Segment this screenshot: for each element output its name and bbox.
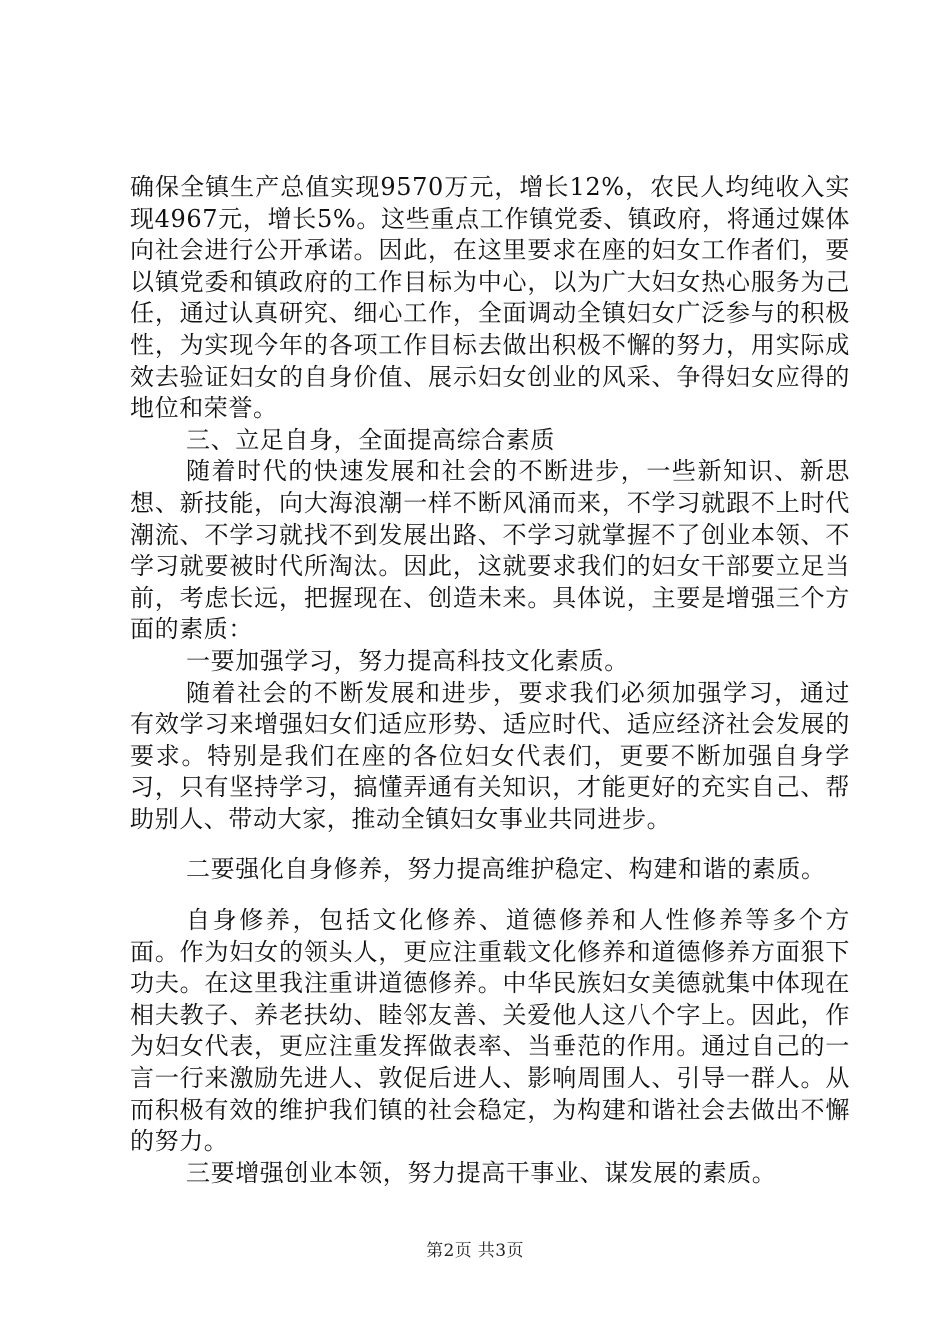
page-footer: 第2页 共3页 (426, 1241, 524, 1261)
point-two-heading: 二要强化自身修养，努力提高维护稳定、构建和谐的素质。 (186, 855, 826, 884)
paragraph-opening: 确保全镇生产总值实现9570万元，增长12%，农民人均纯收入实现4967元，增长5%。这些重点工作镇党委、镇政府，将通过媒体向社会进行公开承诺。因此，在这里要求在座的妇女工作者们，要以镇党委和镇政府的工作目标为中心，以为广大妇女热心服务为己任，通过认真研究、细心工作，全面调动全镇妇女广泛参与的积极性，为实现今年的各项工作目标去做出积极不懈的努力，用实际成效去验证妇女的自身价值、展示妇女创业的风采、争得妇女应得的地位和荣誉。 (130, 173, 850, 423)
section-heading-three: 三、立足自身，全面提高综合素质 (186, 425, 555, 454)
paragraph-development: 随着时代的快速发展和社会的不断进步，一些新知识、新思想、新技能，向大海浪潮一样不断风涌而来，不学习就跟不上时代潮流、不学习就找不到发展出路、不学习就掌握不了创业本领、不学习就要被时代所淘汰。因此，这就要求我们的妇女干部要立足当前，考虑长远，把握现在、创造未来。具体说，主要是增强三个方面的素质： (130, 457, 850, 644)
point-one-heading: 一要加强学习，努力提高科技文化素质。 (186, 646, 629, 675)
document-body (130, 172, 850, 1189)
paragraph-cultivation: 自身修养，包括文化修养、道德修养和人性修养等多个方面。作为妇女的领头人，更应注重载文化修养和道德修养方面狠下功夫。在这里我注重讲道德修养。中华民族妇女美德就集中体现在相夫教子、养老扶幼、睦邻友善、关爱他人这八个字上。因此，作为妇女代表，更应注重发挥做表率、当垂范的作用。通过自己的一言一行来激励先进人、敦促后进人、影响周围人、引导一群人。从而积极有效的维护我们镇的社会稳定，为构建和谐社会去做出不懈的努力。 (130, 906, 850, 1156)
point-three-heading: 三要增强创业本领，努力提高干事业、谋发展的素质。 (186, 1158, 777, 1187)
paragraph-study: 随着社会的不断发展和进步，要求我们必须加强学习，通过有效学习来增强妇女们适应形势、适应时代、适应经济社会发展的要求。特别是我们在座的各位妇女代表们，更要不断加强自身学习，只有坚持学习，搞懂弄通有关知识，才能更好的充实自己、帮助别人、带动大家，推动全镇妇女事业共同进步。 (130, 678, 850, 833)
